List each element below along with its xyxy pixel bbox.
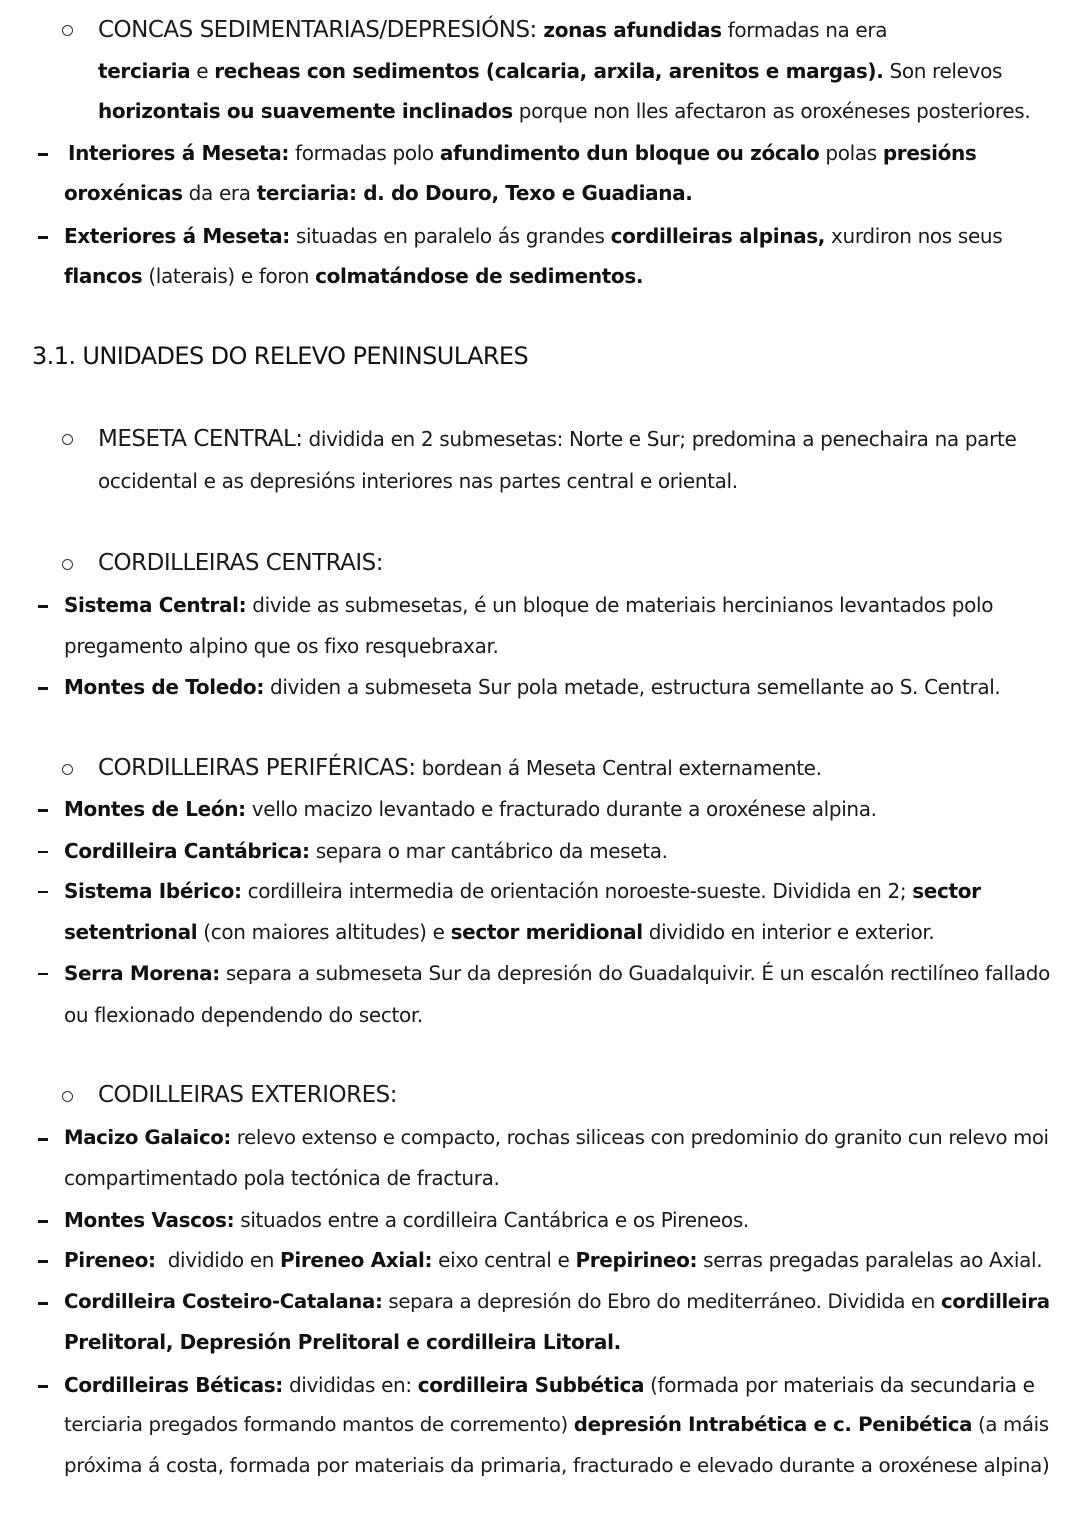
cantabrica-text: separa o mar cantábrico da meseta. (309, 839, 668, 863)
meseta-l2: occidental e as depresións interiores nas partes central e oriental. (98, 469, 738, 493)
pireneo-name: Pireneo: (64, 1248, 156, 1272)
exteriores-b2: cordilleiras alpinas, (610, 224, 826, 248)
costeiro-text: separa a depresión do Ebro do mediterráneo. Dividida en (382, 1290, 941, 1313)
dash-bullet-icon (38, 1302, 48, 1305)
exteriores-l2-b1: flancos (64, 264, 143, 288)
concas-l2-t1: e (190, 59, 215, 83)
meseta-line-2 (98, 467, 738, 495)
beticas-line-1 (64, 1371, 1035, 1399)
dash-bullet-icon (38, 891, 48, 893)
costeiro-line-2 (64, 1328, 621, 1356)
iberico-line-1 (64, 877, 981, 905)
circle-bullet-icon (62, 434, 73, 445)
concas-line-2 (98, 57, 1002, 85)
circle-bullet-icon (62, 25, 73, 36)
morena-line-1 (64, 959, 1050, 987)
concas-line-1 (98, 16, 887, 44)
meseta-title: MESETA CENTRAL: (98, 426, 303, 452)
sistema-central-l2: pregamento alpino que os fixo resquebraxar. (64, 634, 499, 658)
perifericas-title: CORDILLEIRAS PERIFÉRICAS: (98, 755, 416, 781)
galaico-l2: compartimentado pola tectónica de fractura. (64, 1166, 500, 1190)
galaico-text: relevo extenso e compacto, rochas siliceas con predominio do granito cun relevo moi (230, 1126, 1049, 1149)
vascos-line (64, 1206, 749, 1234)
dash-bullet-icon (38, 851, 48, 853)
pireneo-t2: eixo central e (432, 1248, 576, 1272)
centrais-title: CORDILLEIRAS CENTRAIS: (98, 550, 384, 576)
leon-line (64, 795, 877, 823)
cantabrica-name: Cordilleira Cantábrica: (64, 839, 310, 863)
beticas-l2-t2: (a máis (972, 1413, 1049, 1436)
circle-bullet-icon (62, 764, 73, 775)
meseta-t1: dividida en 2 submesetas: Norte e Sur; predomina a penechaira na parte (302, 427, 1017, 451)
iberico-b2: sector (912, 879, 981, 903)
exteriores-cord-title: CODILLEIRAS EXTERIORES: (98, 1082, 397, 1108)
interiores-line-1 (68, 139, 976, 167)
exteriores-l2-t1: (laterais) e foron (142, 264, 316, 288)
galaico-line-1 (64, 1124, 1049, 1152)
dash-bullet-icon (38, 1385, 48, 1388)
galaico-line-2 (64, 1164, 499, 1192)
galaico-name: Macizo Galaico: (64, 1126, 231, 1149)
interiores-line-2 (64, 179, 693, 207)
beticas-l3: próxima á costa, formada por materiais da primaria, fracturado e elevado durante a oroxénese alpina) (64, 1454, 1050, 1477)
sistema-central-name: Sistema Central: (64, 593, 247, 617)
pireneo-t3: serras pregadas paralelas ao Axial. (697, 1248, 1043, 1272)
pireneo-t1: dividido en (155, 1248, 281, 1272)
interiores-t2: polas (819, 141, 883, 165)
interiores-t1: formadas polo (289, 141, 440, 165)
beticas-line-3 (64, 1452, 1049, 1480)
concas-l2-b2: recheas con sedimentos (calcaria, arxila, arenitos e margas). (214, 59, 884, 83)
beticas-b2: cordilleira Subbética (417, 1373, 645, 1397)
perifericas-title-line (98, 754, 822, 782)
dash-bullet-icon (38, 1138, 48, 1141)
beticas-t2: (formada por materiais da secundaria e (644, 1373, 1035, 1397)
dash-bullet-icon (38, 1260, 48, 1263)
beticas-line-2 (64, 1411, 1049, 1439)
circle-bullet-icon (62, 1091, 73, 1102)
concas-l3-b1: horizontais ou suavemente inclinados (98, 99, 513, 123)
sistema-central-line-1 (64, 591, 993, 619)
pireneo-b2: Pireneo Axial: (280, 1248, 433, 1272)
iberico-l2-t1: (con maiores altitudes) e (197, 920, 451, 944)
dash-bullet-icon (38, 809, 48, 812)
iberico-text: cordilleira intermedia de orientación noroeste-sueste. Dividida en 2; (241, 879, 913, 903)
vascos-text: situados entre a cordilleira Cantábrica e os Pireneos. (234, 1208, 749, 1232)
dash-bullet-icon (38, 973, 48, 975)
concas-line-3 (98, 97, 1030, 125)
interiores-l2-b2: terciaria: d. do Douro, Texo e Guadiana. (256, 181, 693, 205)
concas-l2-t2: Son relevos (883, 59, 1003, 83)
iberico-name: Sistema Ibérico: (64, 879, 242, 903)
beticas-t1: divididas en: (282, 1373, 418, 1397)
dash-bullet-icon (38, 236, 48, 239)
morena-name: Serra Morena: (64, 961, 220, 985)
pireneo-b3: Prepirineo: (575, 1248, 698, 1272)
circle-bullet-icon (62, 559, 73, 570)
exteriores-t2: xurdiron nos seus (825, 224, 1003, 248)
concas-title: CONCAS SEDIMENTARIAS/DEPRESIÓNS: (98, 17, 537, 43)
exteriores-l2-b2: colmatándose de sedimentos. (315, 264, 644, 288)
iberico-l2-b1: setentrional (64, 920, 198, 944)
exteriores-line-1 (64, 222, 1002, 250)
toledo-line (64, 673, 1000, 701)
beticas-name: Cordilleiras Béticas: (64, 1373, 283, 1397)
centrais-title-line (98, 549, 383, 577)
section-heading: 3.1. UNIDADES DO RELEVO PENINSULARES (32, 342, 529, 370)
concas-t1: formadas na era (721, 18, 888, 42)
concas-l2-b1: terciaria (98, 59, 191, 83)
interiores-b1: Interiores á Meseta: (68, 141, 290, 165)
dash-bullet-icon (38, 687, 48, 690)
concas-l3-t1: porque non lles afectaron as oroxéneses posteriores. (512, 99, 1031, 123)
interiores-b2: afundimento dun bloque ou zócalo (439, 141, 820, 165)
cantabrica-line (64, 837, 668, 865)
costeiro-line-1 (64, 1288, 1050, 1316)
meseta-line-1 (98, 425, 1016, 453)
toledo-text: dividen a submeseta Sur pola metade, estructura semellante ao S. Central. (263, 675, 1001, 699)
pireneo-line (64, 1246, 1042, 1274)
costeiro-name: Cordilleira Costeiro-Catalana: (64, 1290, 383, 1313)
costeiro-b2: cordilleira (940, 1290, 1050, 1313)
leon-name: Montes de León: (64, 797, 246, 821)
dash-bullet-icon (38, 605, 48, 608)
morena-line-2 (64, 1001, 423, 1029)
leon-text: vello macizo levantado e fracturado durante a oroxénese alpina. (245, 797, 877, 821)
dash-bullet-icon (38, 153, 48, 156)
toledo-name: Montes de Toledo: (64, 675, 264, 699)
beticas-l2-t1: terciaria pregados formando mantos de corremento) (64, 1413, 574, 1436)
interiores-b3: presións (882, 141, 977, 165)
sistema-central-line-2 (64, 632, 499, 660)
exteriores-line-2 (64, 262, 643, 290)
beticas-l2-b1: depresión Intrabética e c. Penibética (573, 1413, 973, 1436)
iberico-line-2 (64, 918, 934, 946)
dash-bullet-icon (38, 1220, 48, 1223)
exteriores-t1: situadas en paralelo ás grandes (289, 224, 611, 248)
interiores-l2-b1: oroxénicas (64, 181, 183, 205)
interiores-l2-t1: da era (182, 181, 257, 205)
exteriores-b1: Exteriores á Meseta: (64, 224, 290, 248)
costeiro-l2: Prelitoral, Depresión Prelitoral e cordilleira Litoral. (64, 1330, 621, 1354)
morena-text: separa a submeseta Sur da depresión do Guadalquivir. É un escalón rectilíneo fallado (219, 961, 1050, 985)
sistema-central-text: divide as submesetas, é un bloque de materiais hercinianos levantados polo (246, 593, 994, 617)
concas-b1: zonas afundidas (543, 18, 722, 42)
morena-l2: ou flexionado dependendo do sector. (64, 1003, 423, 1027)
iberico-l2-t2: dividido en interior e exterior. (642, 920, 935, 944)
exteriores-cord-title-line (98, 1081, 397, 1109)
vascos-name: Montes Vascos: (64, 1208, 235, 1232)
perifericas-title-text: bordean á Meseta Central externamente. (415, 756, 822, 780)
iberico-l2-b2: sector meridional (450, 920, 643, 944)
